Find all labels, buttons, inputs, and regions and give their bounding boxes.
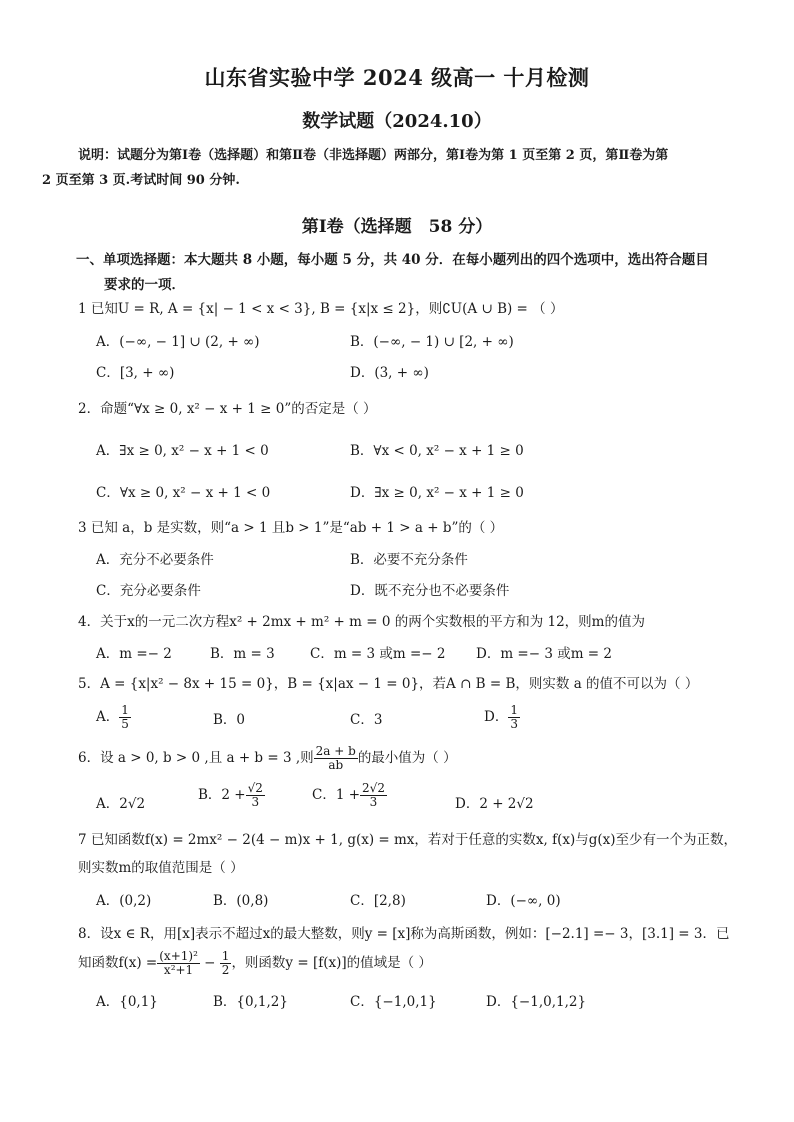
fraction xyxy=(508,704,520,731)
exam-subtitle: 数学试题（2024.10） xyxy=(302,111,492,132)
question-1-option-d: D．(3, + ∞) xyxy=(350,365,429,381)
exam-instructions xyxy=(42,143,718,193)
question-6-option-c xyxy=(312,782,387,809)
question-6-option-d: D．2 + 2√2 xyxy=(455,796,534,812)
section-1-line-2: 要求的一项． xyxy=(104,277,185,293)
section-1-heading xyxy=(76,248,736,298)
fraction xyxy=(119,704,131,731)
exam-title: 山东省实验中学 2024 级高一 十月检测 xyxy=(204,65,590,90)
question-2-option-d: D．∃x ≥ 0, x² − x + 1 ≥ 0 xyxy=(350,485,524,501)
numerator: √2 xyxy=(247,781,263,795)
question-8-stem-line-2 xyxy=(78,950,758,977)
question-4-option-a: A．m =− 2 xyxy=(96,646,172,662)
fraction xyxy=(157,950,200,977)
question-4-option-d: D．m =− 3 或m = 2 xyxy=(476,646,612,662)
question-3-stem: 3 已知 a，b 是实数，则“a > 1 且b > 1”是“ab + 1 > a + b”的（ ） xyxy=(78,520,504,536)
question-4-option-c: C．m = 3 或m =− 2 xyxy=(310,646,446,662)
stem-text: 知函数f(x) = xyxy=(78,955,158,972)
question-3-option-c: C．充分必要条件 xyxy=(96,583,201,599)
numerator: 1 xyxy=(510,703,518,717)
numerator: 1 xyxy=(221,949,230,963)
question-3-option-b: B．必要不充分条件 xyxy=(350,552,468,568)
question-1-option-a: A．(−∞, − 1] ∪ (2, + ∞) xyxy=(96,334,260,350)
numerator: 1 xyxy=(121,703,129,717)
fraction xyxy=(220,950,232,977)
question-1-option-c: C．[3, + ∞) xyxy=(96,365,175,381)
question-5-option-b: B．0 xyxy=(213,712,246,728)
question-5-stem: 5．A = {x|x² − 8x + 15 = 0}，B = {x|ax − 1 = 0}，若A ∩ B = B，则实数 a 的值不可以为（ ） xyxy=(78,676,699,692)
denominator: 3 xyxy=(251,795,260,810)
question-2-stem: 2．命题“∀x ≥ 0, x² − x + 1 ≥ 0”的否定是（ ） xyxy=(78,401,377,417)
question-6-stem xyxy=(78,745,758,772)
denominator: 2 xyxy=(221,963,230,978)
section-1-line-1: 一、单项选择题：本大题共 8 小题，每小题 5 分，共 40 分．在每小题列出的四个选项中，选出符合题目 xyxy=(76,252,709,268)
option-label: A． xyxy=(96,709,120,726)
question-5-option-a xyxy=(96,704,131,731)
question-8-option-a: A．{0,1} xyxy=(96,994,158,1010)
denominator: 5 xyxy=(121,717,129,732)
question-8-option-b: B．{0,1,2} xyxy=(213,994,288,1010)
stem-text: − xyxy=(199,955,220,972)
question-7-option-d: D．(−∞, 0) xyxy=(486,893,561,909)
fraction xyxy=(360,782,387,809)
question-4-option-b: B．m = 3 xyxy=(210,646,275,662)
question-1-stem: 1 已知U = R, A = {x| − 1 < x < 3}, B = {x|x ≤ 2}，则∁U(A ∪ B) = （ ） xyxy=(78,301,564,317)
question-5-option-d xyxy=(484,704,520,731)
stem-text: 的最小值为（ ） xyxy=(357,750,457,767)
numerator: 2a + b xyxy=(315,744,356,758)
question-3-option-d: D．既不充分也不必要条件 xyxy=(350,583,510,599)
instructions-line-2: 2 页至第 3 页.考试时间 90 分钟. xyxy=(42,173,240,188)
question-7-option-b: B．(0,8) xyxy=(213,893,269,909)
denominator: 3 xyxy=(510,717,518,732)
option-label: B．2 + xyxy=(198,787,246,804)
question-3-option-a: A．充分不必要条件 xyxy=(96,552,214,568)
numerator: 2√2 xyxy=(362,781,385,795)
question-2-option-c: C．∀x ≥ 0, x² − x + 1 < 0 xyxy=(96,485,271,501)
question-4-stem: 4．关于x的一元二次方程x² + 2mx + m² + m = 0 的两个实数根的平方和为 12，则m的值为 xyxy=(78,614,645,630)
question-2-option-b: B．∀x < 0, x² − x + 1 ≥ 0 xyxy=(350,443,524,459)
fraction xyxy=(246,782,265,809)
question-6-option-b xyxy=(198,782,265,809)
fraction xyxy=(314,745,358,772)
option-label: D． xyxy=(484,709,509,726)
question-5-option-c: C．3 xyxy=(350,712,383,728)
denominator: ab xyxy=(328,758,344,773)
denominator: 3 xyxy=(369,795,378,810)
question-1-option-b: B．(−∞, − 1) ∪ [2, + ∞) xyxy=(350,334,514,350)
denominator: x²+1 xyxy=(163,963,194,978)
question-2-option-a: A．∃x ≥ 0, x² − x + 1 < 0 xyxy=(96,443,269,459)
stem-text: ，则函数y = [f(x)]的值域是（ ） xyxy=(231,955,432,972)
instructions-line-1: 说明：试题分为第Ⅰ卷（选择题）和第Ⅱ卷（非选择题）两部分，第Ⅰ卷为第 1 页至第 2 页，第Ⅱ卷为第 xyxy=(78,148,669,163)
question-7-stem: 7 已知函数f(x) = 2mx² − 2(4 − m)x + 1, g(x) = mx，若对于任意的实数x, f(x)与g(x)至少有一个为正数， xyxy=(78,832,738,848)
question-6-option-a: A．2√2 xyxy=(96,796,146,812)
numerator: (x+1)² xyxy=(159,949,198,963)
question-7-option-a: A．(0,2) xyxy=(96,893,152,909)
question-8-stem: 8．设x ∈ R，用[x]表示不超过x的最大整数，则y = [x]称为高斯函数，例如：[−2.1] =− 3，[3.1] = 3．已 xyxy=(78,926,730,942)
option-label: C．1 + xyxy=(312,787,361,804)
question-7-option-c: C．[2,8) xyxy=(350,893,406,909)
question-8-option-d: D．{−1,0,1,2} xyxy=(486,994,587,1010)
part-1-title: 第Ⅰ卷（选择题 58 分） xyxy=(301,217,493,237)
question-7-stem-line-2: 则实数m的取值范围是（ ） xyxy=(78,860,244,876)
question-8-option-c: C．{−1,0,1} xyxy=(350,994,437,1010)
stem-text: 6．设 a > 0, b > 0 ,且 a + b = 3 ,则 xyxy=(78,750,314,767)
